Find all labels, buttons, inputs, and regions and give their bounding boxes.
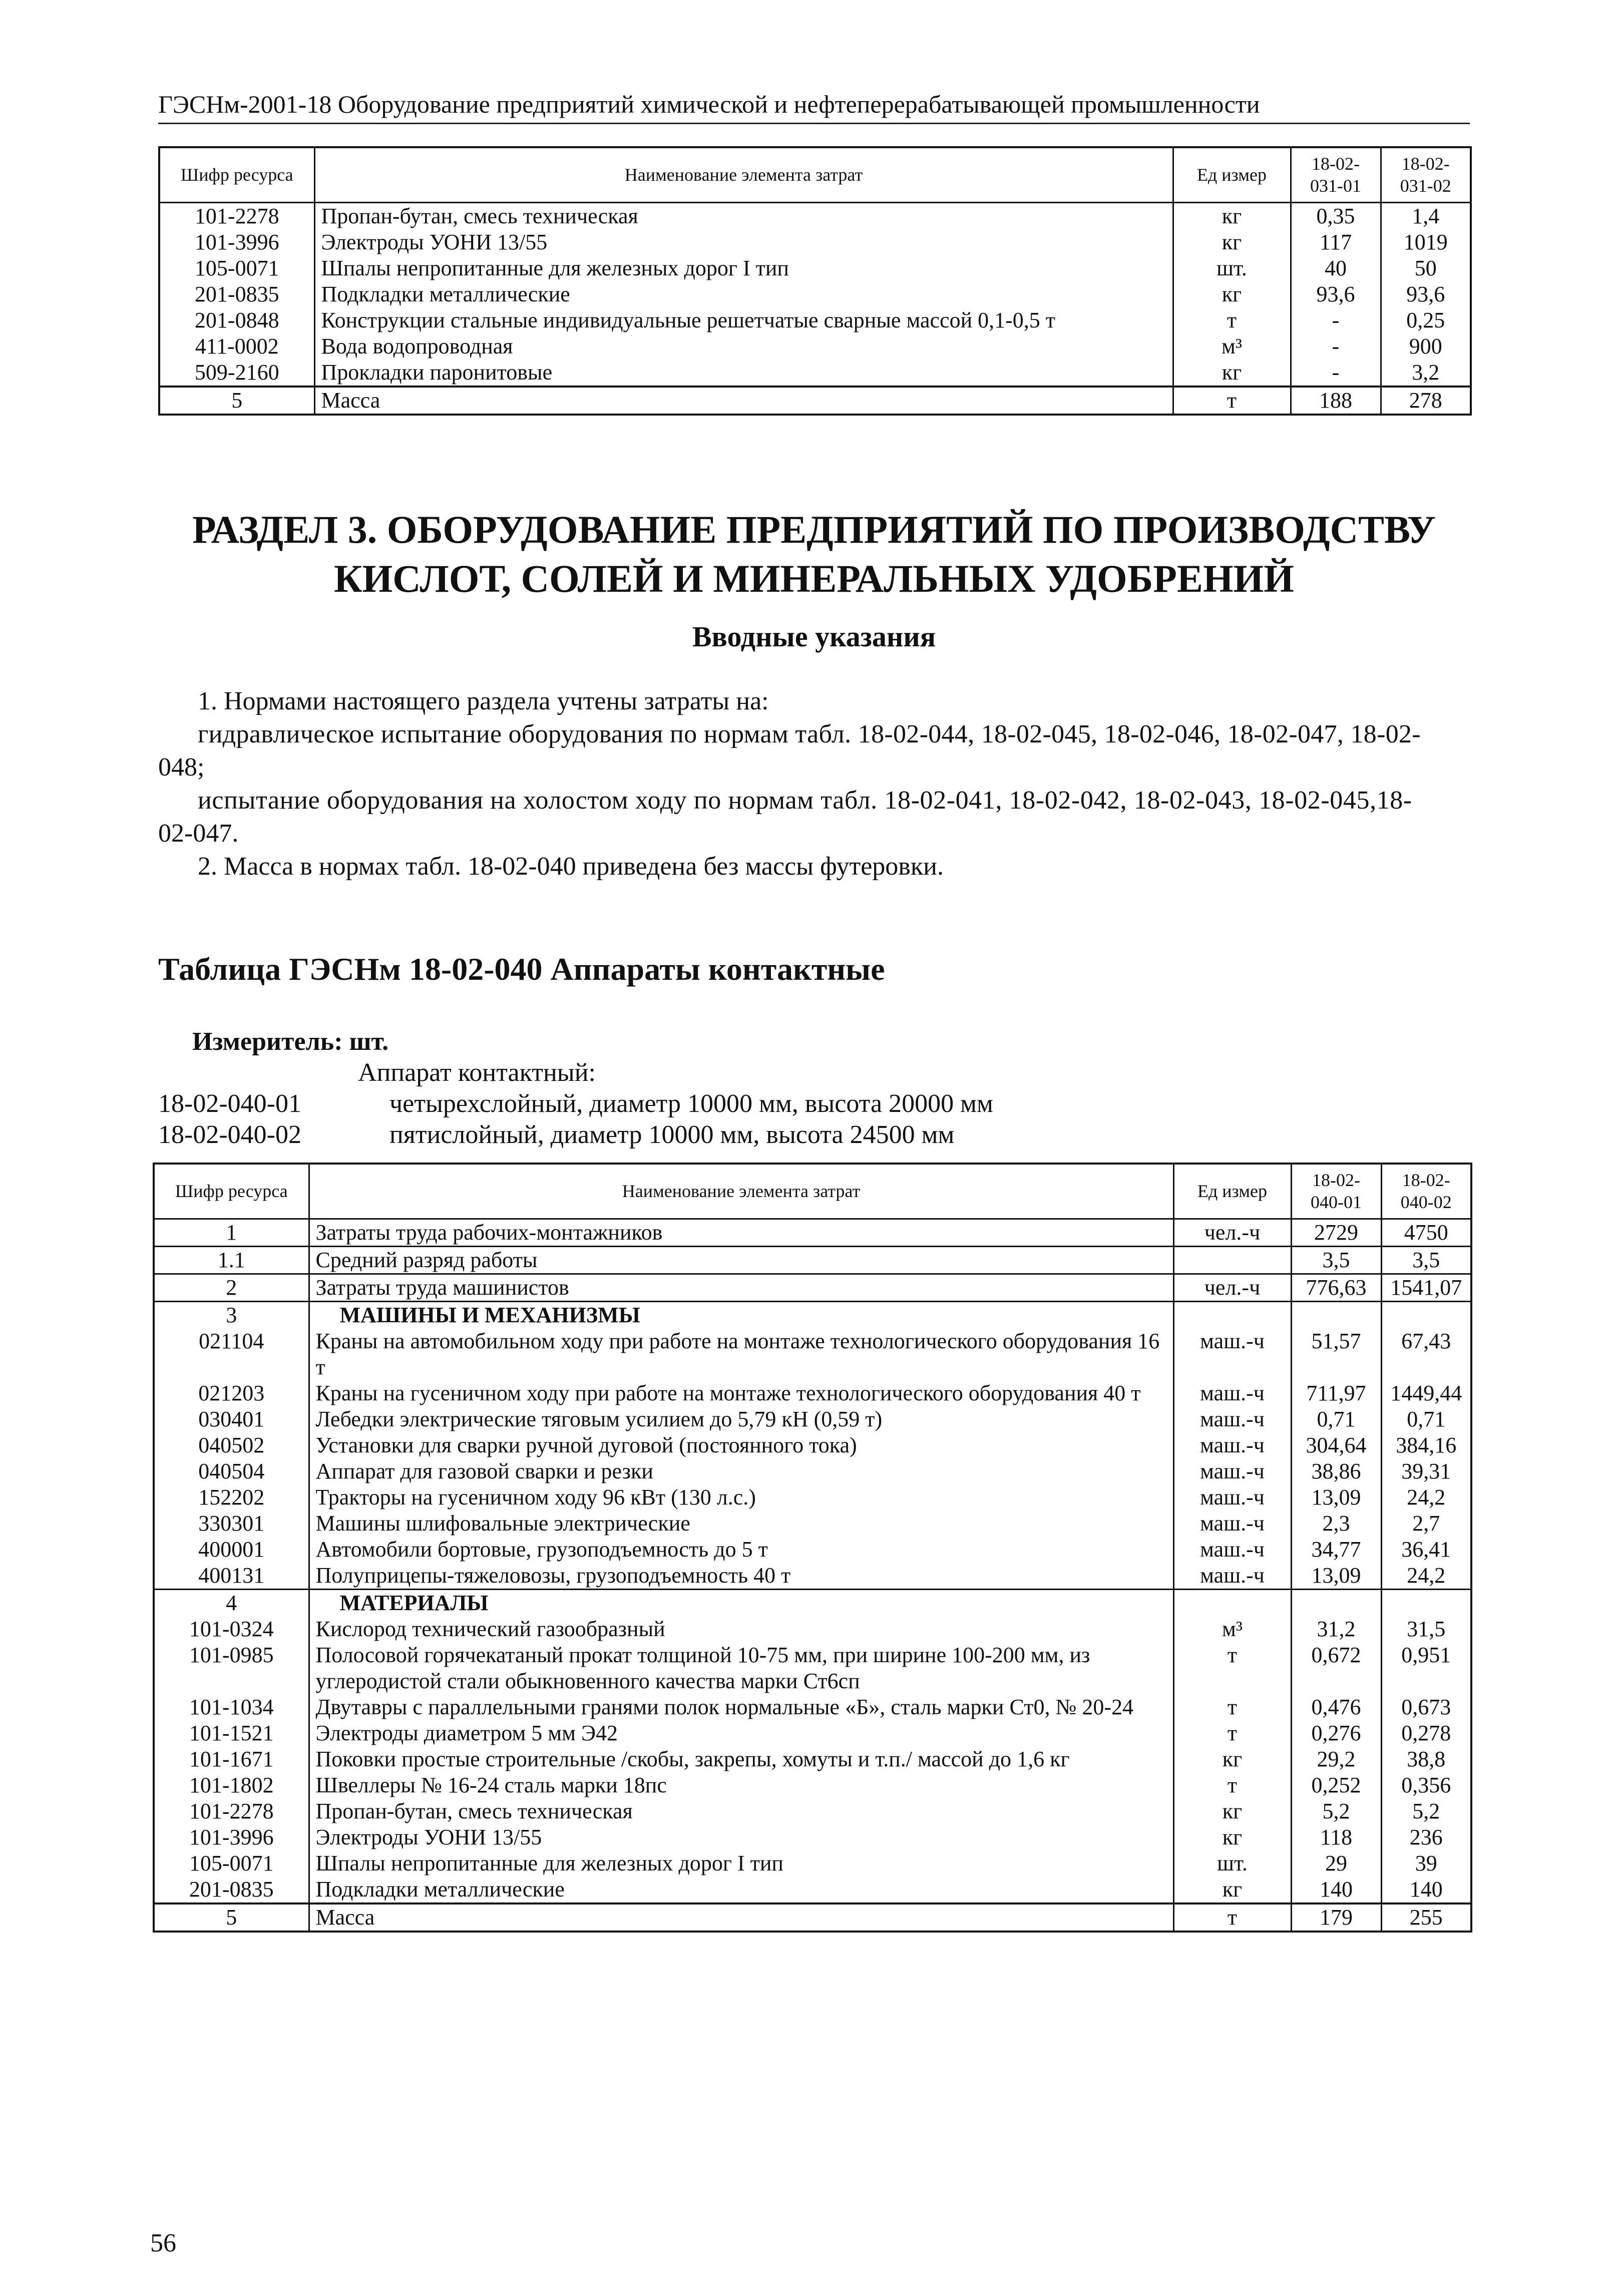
cell-name: Прокладки паронитовые (314, 359, 1173, 387)
table-row (154, 1380, 1471, 1406)
cell-code: 3 (154, 1301, 309, 1328)
cell-unit: маш.-ч (1173, 1510, 1291, 1537)
cell-code: 201-0848 (159, 307, 314, 333)
table-row (154, 1720, 1471, 1746)
cell-code: 101-1671 (154, 1746, 309, 1772)
table-row (154, 1510, 1471, 1537)
cell-norm-1: 0,71 (1291, 1406, 1381, 1432)
cell-norm-2: 24,2 (1381, 1563, 1471, 1590)
cell-name: Аппарат для газовой сварки и резки (309, 1458, 1173, 1484)
cell-name: Установки для сварки ручной дуговой (постоянного тока) (309, 1432, 1173, 1458)
col-header-norm-2: 18-02-031-02 (1381, 147, 1471, 202)
table-row (154, 1694, 1471, 1720)
cell-unit: маш.-ч (1173, 1380, 1291, 1406)
cell-code: 040504 (154, 1458, 309, 1484)
cell-unit: кг (1173, 229, 1291, 255)
table-row (159, 359, 1471, 387)
cell-code: 040502 (154, 1432, 309, 1458)
cell-name: Затраты труда машинистов (309, 1274, 1173, 1301)
table-row (154, 1772, 1471, 1798)
cell-name: МАШИНЫ И МЕХАНИЗМЫ (309, 1301, 1173, 1328)
cell-unit (1173, 1246, 1291, 1274)
cell-name: Масса (309, 1903, 1173, 1932)
cell-norm-2: 0,356 (1381, 1772, 1471, 1798)
cell-unit: маш.-ч (1173, 1537, 1291, 1563)
cell-norm-1: 711,97 (1291, 1380, 1381, 1406)
cell-code: 101-0324 (154, 1616, 309, 1642)
table-caption: Таблица ГЭСНм 18-02-040 Аппараты контактные (158, 951, 885, 987)
cell-norm-1: 51,57 (1291, 1328, 1381, 1380)
intro-paragraph-3-cont: 02-047. (158, 819, 239, 848)
cell-code: 1.1 (154, 1246, 309, 1274)
table-row (154, 1642, 1471, 1694)
col-header-unit: Ед измер (1173, 147, 1291, 202)
header-rule (158, 123, 1470, 124)
cell-norm-2: 36,41 (1381, 1537, 1471, 1563)
table-row (159, 281, 1471, 307)
cell-norm-2 (1381, 1589, 1471, 1616)
table-row (154, 1850, 1471, 1876)
cell-unit: маш.-ч (1173, 1563, 1291, 1590)
cell-unit: т (1173, 307, 1291, 333)
table-row (154, 1798, 1471, 1824)
cell-name: Затраты труда рабочих-монтажников (309, 1219, 1173, 1246)
cell-code: 021104 (154, 1328, 309, 1380)
cell-unit: м³ (1173, 1616, 1291, 1642)
table-row (159, 202, 1471, 229)
cell-norm-2: 1,4 (1381, 202, 1471, 229)
cell-name: Тракторы на гусеничном ходу 96 кВт (130 л.с.) (309, 1484, 1173, 1510)
table-row (154, 1219, 1471, 1246)
cell-name: Поковки простые строительные /скобы, закрепы, хомуты и т.п./ массой до 1,6 кг (309, 1746, 1173, 1772)
cell-name: Краны на автомобильном ходу при работе на монтаже технологического оборудования 16 т (309, 1328, 1173, 1380)
cell-norm-1: 0,672 (1291, 1642, 1381, 1694)
cell-unit (1173, 1589, 1291, 1616)
cell-code: 101-0985 (154, 1642, 309, 1694)
cell-code: 2 (154, 1274, 309, 1301)
table-row (154, 1876, 1471, 1903)
cell-norm-1: 118 (1291, 1824, 1381, 1850)
cell-code: 509-2160 (159, 359, 314, 387)
cell-code: 021203 (154, 1380, 309, 1406)
cell-code: 5 (154, 1903, 309, 1932)
resource-table-1 (158, 146, 1472, 416)
cell-name: Подкладки металлические (314, 281, 1173, 307)
table-row (154, 1563, 1471, 1590)
cell-unit: кг (1173, 359, 1291, 387)
table-row (159, 229, 1471, 255)
cell-code: 105-0071 (159, 255, 314, 281)
intro-title: Вводные указания (692, 620, 936, 653)
cell-unit: кг (1173, 1798, 1291, 1824)
cell-code: 030401 (154, 1406, 309, 1432)
cell-code: 101-3996 (159, 229, 314, 255)
cell-name: Пропан-бутан, смесь техническая (309, 1798, 1173, 1824)
section-title-line-1: РАЗДЕЛ 3. ОБОРУДОВАНИЕ ПРЕДПРИЯТИЙ ПО ПРОИЗВОДСТВУ (192, 508, 1436, 551)
meter-item-text-1: четырехслойный, диаметр 10000 мм, высота 20000 мм (389, 1089, 993, 1118)
intro-paragraph-2: гидравлическое испытание оборудования по нормам табл. 18-02-044, 18-02-045, 18-02-046, 18-02-047, 18-02- (198, 720, 1421, 748)
cell-norm-1 (1291, 1301, 1381, 1328)
meter-heading: Аппарат контактный: (358, 1058, 596, 1087)
cell-norm-1 (1291, 1589, 1381, 1616)
cell-unit: кг (1173, 1746, 1291, 1772)
cell-norm-2: 39 (1381, 1850, 1471, 1876)
cell-norm-1: 0,252 (1291, 1772, 1381, 1798)
cell-name: Краны на гусеничном ходу при работе на монтаже технологического оборудования 40 т (309, 1380, 1173, 1406)
meter-row (192, 1026, 388, 1057)
col-header-name: Наименование элемента затрат (314, 147, 1173, 202)
table-row (154, 1824, 1471, 1850)
cell-norm-2: 4750 (1381, 1219, 1471, 1246)
cell-norm-1: 0,35 (1291, 202, 1381, 229)
cell-unit: чел.-ч (1173, 1274, 1291, 1301)
cell-norm-1: - (1291, 307, 1381, 333)
cell-unit: маш.-ч (1173, 1458, 1291, 1484)
cell-unit: т (1173, 1772, 1291, 1798)
cell-norm-1: 188 (1291, 387, 1381, 415)
cell-norm-1: 2,3 (1291, 1510, 1381, 1537)
cell-norm-2: 50 (1381, 255, 1471, 281)
table-row (154, 1274, 1471, 1301)
cell-norm-2 (1381, 1301, 1471, 1328)
cell-code: 4 (154, 1589, 309, 1616)
intro-paragraph-4: 2. Масса в нормах табл. 18-02-040 приведена без массы футеровки. (198, 852, 944, 881)
cell-unit: кг (1173, 1824, 1291, 1850)
cell-code: 400001 (154, 1537, 309, 1563)
cell-norm-1: 29,2 (1291, 1746, 1381, 1772)
table-row (154, 1406, 1471, 1432)
cell-norm-1: 29 (1291, 1850, 1381, 1876)
cell-unit: маш.-ч (1173, 1484, 1291, 1510)
cell-norm-2: 39,31 (1381, 1458, 1471, 1484)
cell-norm-1: 179 (1291, 1903, 1381, 1932)
cell-norm-1: 117 (1291, 229, 1381, 255)
cell-norm-1: 2729 (1291, 1219, 1381, 1246)
cell-name: Полуприцепы-тяжеловозы, грузоподъемность 40 т (309, 1563, 1173, 1590)
cell-code: 152202 (154, 1484, 309, 1510)
cell-norm-2: 93,6 (1381, 281, 1471, 307)
cell-norm-2: 1449,44 (1381, 1380, 1471, 1406)
cell-norm-1: 0,276 (1291, 1720, 1381, 1746)
cell-unit: чел.-ч (1173, 1219, 1291, 1246)
cell-norm-2: 67,43 (1381, 1328, 1471, 1380)
cell-code: 330301 (154, 1510, 309, 1537)
intro-paragraph-2-cont: 048; (158, 753, 205, 782)
cell-name: Полосовой горячекатаный прокат толщиной 10-75 мм, при ширине 100-200 мм, из углеродистой стали обыкновенного качества марки Ст6сп (309, 1642, 1173, 1694)
cell-norm-1: - (1291, 359, 1381, 387)
col-header-name: Наименование элемента затрат (309, 1164, 1173, 1219)
cell-name: Кислород технический газообразный (309, 1616, 1173, 1642)
cell-code: 101-1802 (154, 1772, 309, 1798)
cell-unit: кг (1173, 281, 1291, 307)
cell-norm-2: 31,5 (1381, 1616, 1471, 1642)
cell-unit: маш.-ч (1173, 1406, 1291, 1432)
resource-table-2 (153, 1163, 1472, 1933)
col-header-norm-1: 18-02-040-01 (1291, 1164, 1381, 1219)
cell-code: 101-1034 (154, 1694, 309, 1720)
col-header-norm-2: 18-02-040-02 (1381, 1164, 1471, 1219)
intro-paragraph-1: 1. Нормами настоящего раздела учтены затраты на: (198, 687, 769, 715)
cell-name: Автомобили бортовые, грузоподъемность до 5 т (309, 1537, 1173, 1563)
cell-name: Машины шлифовальные электрические (309, 1510, 1173, 1537)
table-row (154, 1328, 1471, 1380)
cell-code: 101-2278 (159, 202, 314, 229)
cell-unit: кг (1173, 202, 1291, 229)
section-title-line-2: КИСЛОТ, СОЛЕЙ И МИНЕРАЛЬНЫХ УДОБРЕНИЙ (334, 557, 1294, 600)
cell-name: Электроды УОНИ 13/55 (314, 229, 1173, 255)
cell-name: Электроды диаметром 5 мм Э42 (309, 1720, 1173, 1746)
cell-norm-2: 1019 (1381, 229, 1471, 255)
cell-norm-2: 0,71 (1381, 1406, 1471, 1432)
cell-name: Шпалы непропитанные для железных дорог I тип (314, 255, 1173, 281)
cell-norm-2: 38,8 (1381, 1746, 1471, 1772)
table-row (154, 1903, 1471, 1932)
cell-code: 101-1521 (154, 1720, 309, 1746)
cell-norm-1: 304,64 (1291, 1432, 1381, 1458)
table-row (154, 1616, 1471, 1642)
cell-code: 201-0835 (154, 1876, 309, 1903)
cell-norm-2: 3,5 (1381, 1246, 1471, 1274)
cell-norm-1: 5,2 (1291, 1798, 1381, 1824)
table-row (159, 387, 1471, 415)
cell-name: МАТЕРИАЛЫ (309, 1589, 1173, 1616)
col-header-unit: Ед измер (1173, 1164, 1291, 1219)
cell-code: 411-0002 (159, 333, 314, 359)
cell-norm-2: 0,25 (1381, 307, 1471, 333)
table-row (154, 1537, 1471, 1563)
cell-unit: т (1173, 1720, 1291, 1746)
cell-name: Двутавры с параллельными гранями полок нормальные «Б», сталь марки Ст0, № 20-24 (309, 1694, 1173, 1720)
table-row (154, 1458, 1471, 1484)
cell-unit: м³ (1173, 333, 1291, 359)
cell-norm-2: 3,2 (1381, 359, 1471, 387)
table-row (159, 255, 1471, 281)
cell-norm-1: 34,77 (1291, 1537, 1381, 1563)
cell-norm-2: 1541,07 (1381, 1274, 1471, 1301)
meter-item-text-2: пятислойный, диаметр 10000 мм, высота 24500 мм (389, 1120, 955, 1149)
cell-norm-1: 140 (1291, 1876, 1381, 1903)
page-header: ГЭСНм-2001-18 Оборудование предприятий химической и нефтеперерабатывающей промышленности (158, 90, 1260, 118)
cell-norm-1: 0,476 (1291, 1694, 1381, 1720)
cell-norm-2: 140 (1381, 1876, 1471, 1903)
cell-norm-1: 776,63 (1291, 1274, 1381, 1301)
cell-unit: маш.-ч (1173, 1328, 1291, 1380)
cell-code: 101-2278 (154, 1798, 309, 1824)
cell-norm-1: 13,09 (1291, 1563, 1381, 1590)
table-row (159, 333, 1471, 359)
table-row (154, 1246, 1471, 1274)
col-header-code: Шифр ресурса (154, 1164, 309, 1219)
cell-norm-2: 255 (1381, 1903, 1471, 1932)
cell-norm-2: 0,673 (1381, 1694, 1471, 1720)
cell-unit: т (1173, 1694, 1291, 1720)
cell-unit: т (1173, 1903, 1291, 1932)
table-row (159, 307, 1471, 333)
meter-item-code-1: 18-02-040-01 (158, 1089, 301, 1118)
cell-unit: шт. (1173, 255, 1291, 281)
cell-norm-2: 278 (1381, 387, 1471, 415)
cell-norm-2: 24,2 (1381, 1484, 1471, 1510)
table-row (154, 1484, 1471, 1510)
cell-name: Лебедки электрические тяговым усилием до 5,79 кН (0,59 т) (309, 1406, 1173, 1432)
cell-name: Шпалы непропитанные для железных дорог I тип (309, 1850, 1173, 1876)
cell-norm-2: 236 (1381, 1824, 1471, 1850)
cell-unit: шт. (1173, 1850, 1291, 1876)
meter-label: Измеритель: (192, 1027, 343, 1056)
cell-norm-1: 40 (1291, 255, 1381, 281)
cell-code: 105-0071 (154, 1850, 309, 1876)
table-row (154, 1746, 1471, 1772)
cell-norm-2: 0,951 (1381, 1642, 1471, 1694)
cell-unit: маш.-ч (1173, 1432, 1291, 1458)
cell-unit: кг (1173, 1876, 1291, 1903)
cell-norm-1: 93,6 (1291, 281, 1381, 307)
cell-norm-2: 2,7 (1381, 1510, 1471, 1537)
cell-name: Средний разряд работы (309, 1246, 1173, 1274)
cell-norm-2: 5,2 (1381, 1798, 1471, 1824)
cell-name: Масса (314, 387, 1173, 415)
cell-norm-1: 38,86 (1291, 1458, 1381, 1484)
cell-norm-1: 13,09 (1291, 1484, 1381, 1510)
cell-norm-1: 3,5 (1291, 1246, 1381, 1274)
cell-code: 201-0835 (159, 281, 314, 307)
cell-name: Конструкции стальные индивидуальные решетчатые сварные массой 0,1-0,5 т (314, 307, 1173, 333)
cell-name: Швеллеры № 16-24 сталь марки 18пс (309, 1772, 1173, 1798)
cell-name: Вода водопроводная (314, 333, 1173, 359)
table-row (154, 1301, 1471, 1328)
meter-unit: шт. (349, 1027, 389, 1056)
intro-paragraph-3: испытание оборудования на холостом ходу по нормам табл. 18-02-041, 18-02-042, 18-02-043, 18-02-045,18- (198, 786, 1412, 815)
col-header-code: Шифр ресурса (159, 147, 314, 202)
cell-norm-1: - (1291, 333, 1381, 359)
cell-unit: т (1173, 1642, 1291, 1694)
cell-unit: т (1173, 387, 1291, 415)
cell-norm-2: 900 (1381, 333, 1471, 359)
cell-code: 1 (154, 1219, 309, 1246)
cell-norm-2: 384,16 (1381, 1432, 1471, 1458)
cell-code: 5 (159, 387, 314, 415)
col-header-norm-1: 18-02-031-01 (1291, 147, 1381, 202)
cell-code: 400131 (154, 1563, 309, 1590)
cell-name: Подкладки металлические (309, 1876, 1173, 1903)
cell-code: 101-3996 (154, 1824, 309, 1850)
cell-norm-1: 31,2 (1291, 1616, 1381, 1642)
cell-norm-2: 0,278 (1381, 1720, 1471, 1746)
cell-name: Пропан-бутан, смесь техническая (314, 202, 1173, 229)
table-row (154, 1589, 1471, 1616)
table-row (154, 1432, 1471, 1458)
cell-unit (1173, 1301, 1291, 1328)
page-number: 56 (150, 2229, 176, 2257)
meter-item-code-2: 18-02-040-02 (158, 1120, 301, 1149)
cell-name: Электроды УОНИ 13/55 (309, 1824, 1173, 1850)
